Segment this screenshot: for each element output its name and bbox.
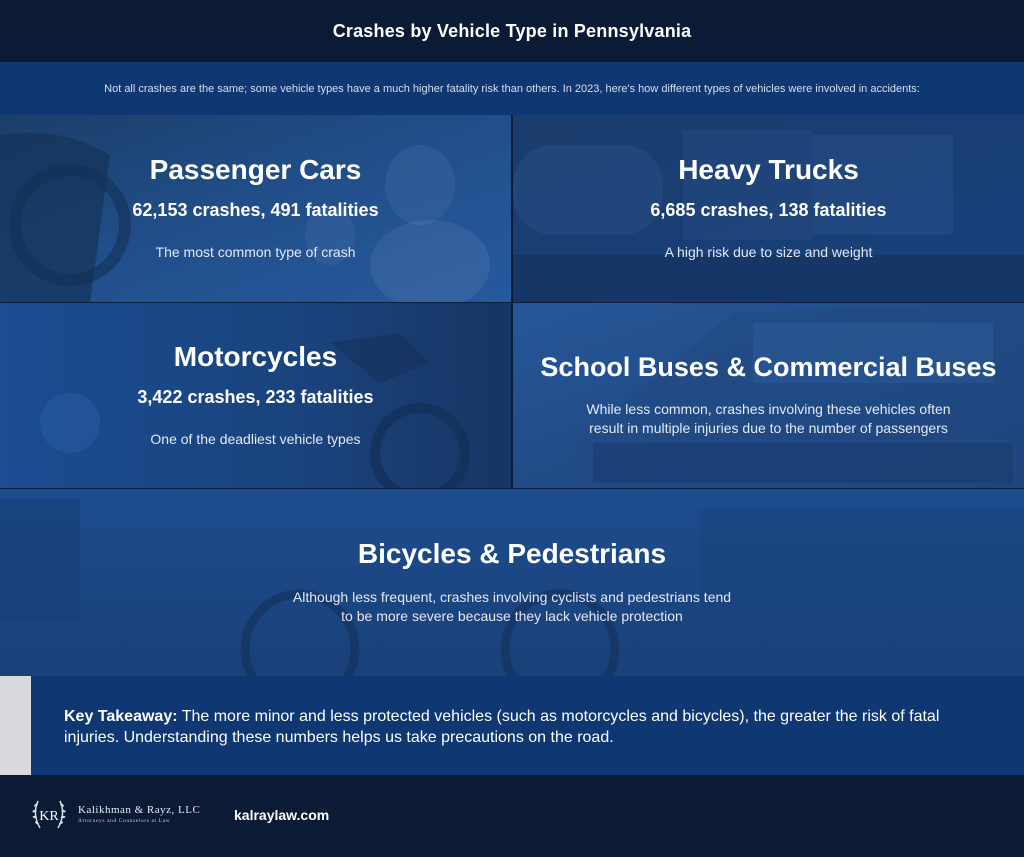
buses-title: School Buses & Commercial Buses	[540, 351, 997, 382]
firm-tagline: Attorneys and Counselors at Law	[78, 818, 171, 824]
page-title: Crashes by Vehicle Type in Pennsylvania	[332, 20, 692, 41]
page-header	[0, 0, 1024, 62]
bicycles-desc: Although less frequent, crashes involving cyclists and pedestrians tend to be more severe because they lack vehicle protection	[292, 589, 732, 624]
tile-passenger-cars	[0, 115, 511, 302]
firm-name: Kalikhman & Rayz, LLC	[78, 804, 201, 816]
takeaway-body: The more minor and less protected vehicles (such as motorcycles and bicycles), the greater the risk of fatal injuries. Understanding these numbers helps us take precautions on the road.	[64, 708, 940, 746]
page-footer	[0, 775, 1024, 857]
heavy-trucks-title: Heavy Trucks	[678, 154, 859, 186]
firm-logo	[30, 795, 200, 833]
takeaway-label: Key Takeaway:	[64, 708, 178, 725]
tile-buses	[513, 303, 1024, 488]
intro-banner	[0, 62, 1024, 115]
motorcycles-title: Motorcycles	[173, 341, 338, 373]
bicycles-title: Bicycles & Pedestrians	[357, 538, 667, 570]
intro-text: Not all crashes are the same; some vehicle types have a much higher fatality risk than others. In 2023, here's how different types of vehicles were involved in accidents:	[104, 82, 920, 95]
svg-text:KR: KR	[39, 809, 59, 824]
laurel-monogram-icon	[30, 795, 68, 833]
heavy-trucks-stat: 6,685 crashes, 138 fatalities	[650, 199, 887, 220]
motorcycles-stat: 3,422 crashes, 233 fatalities	[137, 386, 374, 407]
passenger-cars-stat: 62,153 crashes, 491 fatalities	[132, 199, 379, 220]
website-link[interactable]: kalraylaw.com	[234, 807, 330, 823]
buses-desc: While less common, crashes involving these vehicles often result in multiple injuries due to the number of passengers	[586, 401, 951, 437]
tile-heavy-trucks	[513, 115, 1024, 302]
passenger-cars-title: Passenger Cars	[149, 154, 362, 186]
key-takeaway	[0, 676, 1024, 775]
motorcycles-desc: One of the deadliest vehicle types	[150, 430, 361, 447]
tile-bicycles-pedestrians	[0, 489, 1024, 676]
takeaway-accent-bar	[0, 676, 31, 775]
heavy-trucks-desc: A high risk due to size and weight	[664, 243, 873, 260]
firm-name-block	[78, 804, 200, 824]
takeaway-text	[64, 707, 984, 749]
passenger-cars-desc: The most common type of crash	[155, 243, 356, 260]
tile-motorcycles	[0, 303, 511, 488]
